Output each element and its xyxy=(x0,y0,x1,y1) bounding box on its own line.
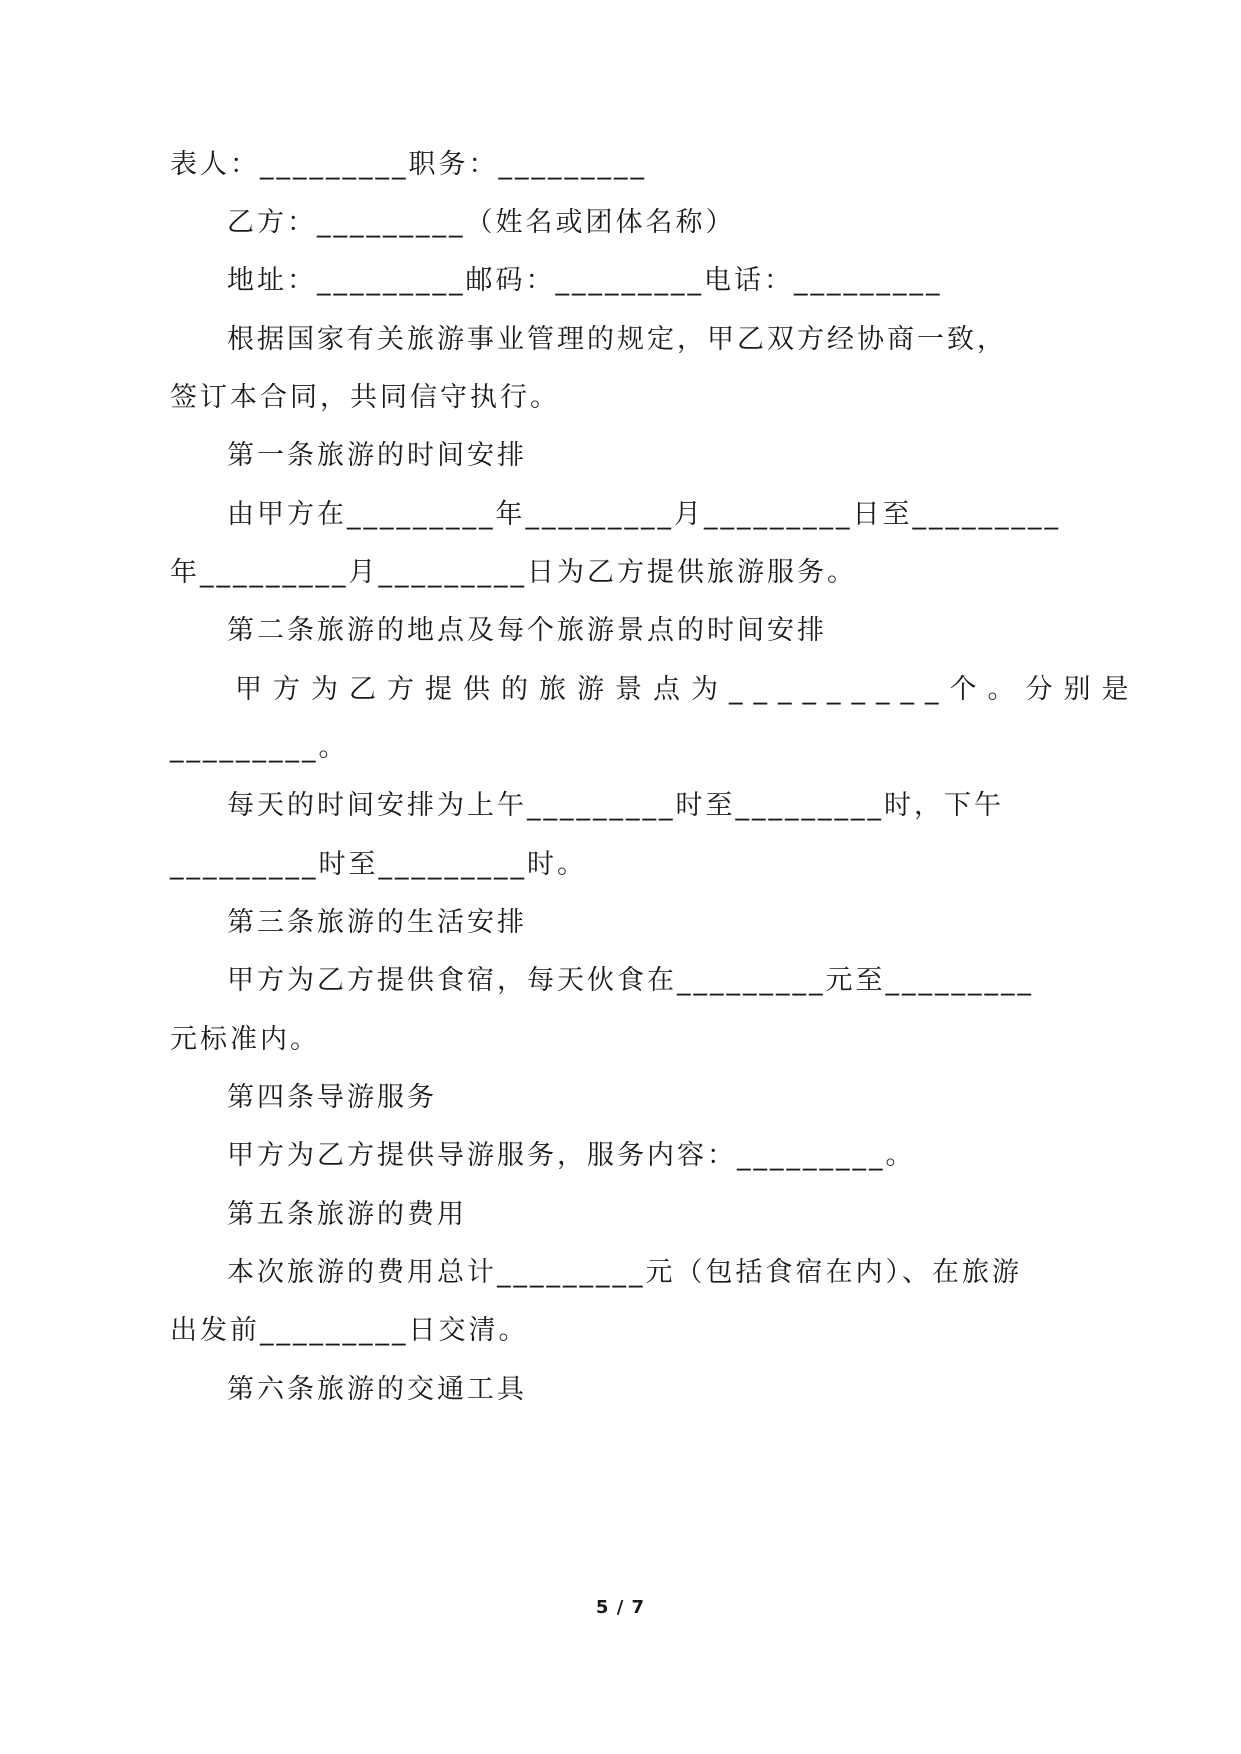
line-text: _________。 xyxy=(170,732,349,763)
text-line xyxy=(0,378,1241,418)
line-text: 年_________月_________日为乙方提供旅游服务。 xyxy=(170,557,857,588)
text-line xyxy=(0,1136,1241,1176)
section-heading xyxy=(0,903,1241,943)
line-text: 本次旅游的费用总计_________元（包括食宿在内）、在旅游 xyxy=(227,1257,1022,1288)
section-heading xyxy=(0,1195,1241,1235)
line-text: 根据国家有关旅游事业管理的规定，甲乙双方经协商一致， xyxy=(227,324,1007,355)
text-line xyxy=(0,1253,1241,1293)
text-line xyxy=(0,145,1241,185)
page-number: 5 / 7 xyxy=(595,1597,646,1618)
line-text: 表人：_________职务：_________ xyxy=(170,149,647,180)
line-text: 每天的时间安排为上午_________时至_________时，下午 xyxy=(227,790,1004,821)
line-text: 第四条导游服务 xyxy=(227,1082,437,1113)
text-line xyxy=(0,320,1241,360)
line-text: 第一条旅游的时间安排 xyxy=(227,440,527,471)
section-heading xyxy=(0,436,1241,476)
section-heading xyxy=(0,1078,1241,1118)
line-text: _________时至_________时。 xyxy=(170,849,587,880)
section-heading xyxy=(0,1370,1241,1410)
line-text: 甲方为乙方提供的旅游景点为_________个。分别是 xyxy=(235,674,1140,705)
text-line xyxy=(0,786,1241,826)
text-line xyxy=(0,670,1241,710)
text-line xyxy=(0,203,1241,243)
line-text: 第二条旅游的地点及每个旅游景点的时间安排 xyxy=(227,615,827,646)
text-line xyxy=(0,845,1241,885)
text-line xyxy=(0,728,1241,768)
line-text: 第五条旅游的费用 xyxy=(227,1199,467,1230)
line-text: 乙方：_________（姓名或团体名称） xyxy=(227,207,736,238)
line-text: 由甲方在_________年_________月_________日至_________ xyxy=(227,499,1061,530)
line-text: 元标准内。 xyxy=(170,1024,320,1055)
line-text: 甲方为乙方提供导游服务，服务内容：_________。 xyxy=(227,1140,916,1171)
text-line xyxy=(0,1020,1241,1060)
line-text: 地址：_________邮码：_________电话：_________ xyxy=(227,265,943,296)
text-line xyxy=(0,261,1241,301)
line-text: 第六条旅游的交通工具 xyxy=(227,1374,527,1405)
text-line xyxy=(0,961,1241,1001)
section-heading xyxy=(0,611,1241,651)
text-line xyxy=(0,1311,1241,1351)
line-text: 甲方为乙方提供食宿，每天伙食在_________元至_________ xyxy=(227,965,1034,996)
line-text: 出发前_________日交清。 xyxy=(170,1315,529,1346)
text-line xyxy=(0,495,1241,535)
text-line xyxy=(0,553,1241,593)
line-text: 第三条旅游的生活安排 xyxy=(227,907,527,938)
line-text: 签订本合同，共同信守执行。 xyxy=(170,382,560,413)
